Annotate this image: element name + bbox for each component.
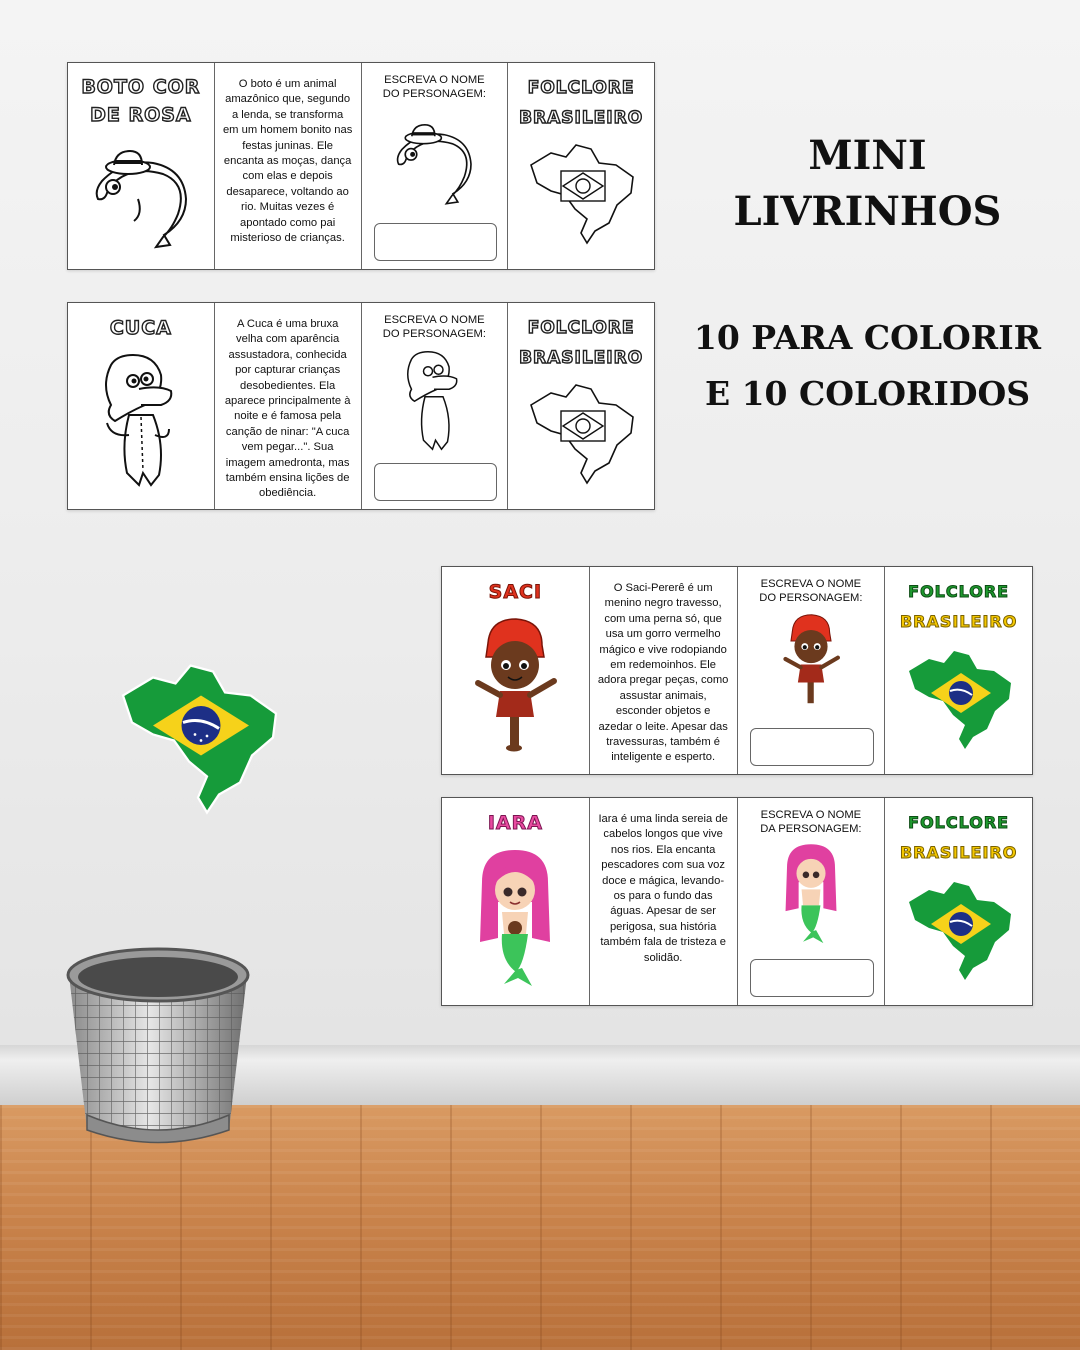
- booklet-panel-cover: [508, 303, 654, 509]
- cover-title-line: FOLCLORE: [908, 582, 1010, 601]
- booklet-boto: [67, 62, 655, 270]
- brazil-map-icon: [108, 643, 288, 823]
- headline-subtitle: [690, 310, 1045, 422]
- brazil-flag-map-icon: [899, 641, 1019, 751]
- cover-title-line: FOLCLORE: [527, 78, 635, 98]
- cover-title: [885, 808, 1032, 868]
- booklet-cuca: [67, 302, 655, 510]
- booklet-panel-character: [442, 567, 590, 774]
- booklet-panel-description: [215, 303, 362, 509]
- iara-mermaid-icon: [771, 838, 851, 948]
- cover-title-line: BRASILEIRO: [899, 843, 1018, 862]
- iara-mermaid-icon: [460, 842, 570, 992]
- booklet-panel-name-prompt: [362, 303, 509, 509]
- name-writing-box[interactable]: [374, 223, 498, 261]
- booklet-panel-name-prompt: [738, 798, 886, 1005]
- saci-icon: [773, 609, 849, 709]
- booklet-panel-description: [590, 567, 738, 774]
- name-writing-box[interactable]: [374, 463, 498, 501]
- booklet-panel-character: [442, 798, 590, 1005]
- cover-title: [508, 73, 654, 133]
- boto-dolphin-icon: [374, 101, 494, 211]
- brazil-map-outline-icon: [521, 375, 641, 485]
- saci-icon: [460, 613, 570, 753]
- trash-can-icon: [63, 945, 253, 1150]
- booklet-saci: [441, 566, 1033, 775]
- character-title-line: IARA: [487, 812, 543, 834]
- headline-line: MINI: [808, 132, 927, 179]
- cover-title: [508, 313, 654, 373]
- character-title: [68, 313, 214, 343]
- booklet-panel-cover: [885, 798, 1032, 1005]
- headline-line: 10 PARA COLORIR: [693, 318, 1042, 357]
- booklet-panel-name-prompt: [738, 567, 886, 774]
- cover-title: [885, 577, 1032, 637]
- name-prompt: ESCREVA O NOME DO PERSONAGEM:: [382, 74, 486, 100]
- character-title-line: DE ROSA: [90, 104, 192, 126]
- character-title-line: CUCA: [109, 317, 172, 339]
- booklet-panel-name-prompt: [362, 63, 509, 269]
- booklet-panel-cover: [885, 567, 1032, 774]
- cover-title-line: BRASILEIRO: [519, 348, 644, 368]
- name-writing-box[interactable]: [750, 728, 875, 766]
- booklet-panel-description: [590, 798, 738, 1005]
- name-writing-box[interactable]: [750, 959, 875, 997]
- cover-title-line: BRASILEIRO: [899, 612, 1018, 631]
- headline-line: E 10 COLORIDOS: [704, 374, 1031, 413]
- character-description: Iara é uma linda sereia de cabelos longos que vive nos rios. Ela encanta pescadores com sua voz doce e mágica, levando-os para o fundo das águas. Apesar de ser perigosa, sua história também fala de tristeza e solidão.: [598, 813, 728, 964]
- brazil-flag-map-icon: [899, 872, 1019, 982]
- cover-title-line: BRASILEIRO: [519, 108, 644, 128]
- character-title-line: SACI: [488, 581, 543, 603]
- character-description: O boto é um animal amazônico que, segundo a lenda, se transforma em um homem bonito nas festas juninas. Ele encanta as moças, dança com elas e depois desaparece, voltando ao rio. Muitas vezes é apontado como pai misterioso de crianças.: [222, 78, 353, 245]
- cuca-crocodile-icon: [81, 345, 201, 495]
- character-description: O Saci-Pererê é um menino negro travesso, com uma perna só, que usa um gorro vermelho mágico e vive rodopiando em redemoinhos. Ele adora pregar peças, como assustar animais, esconder objetos e azedar o leite. Apesar das travessuras, também é inteligente e esperto.: [597, 582, 729, 764]
- character-description: A Cuca é uma bruxa velha com aparência assustadora, conhecida por capturar crianças desobedientes. Ela aparece principalmente à noite e é famosa pela canção de ninar: "A cuca vem pegar...". Sua imagem amedronta, mas também ensina lições de obediência.: [224, 318, 351, 500]
- booklet-panel-description: [215, 63, 362, 269]
- boto-dolphin-icon: [68, 129, 214, 249]
- character-title-line: BOTO COR: [81, 76, 201, 98]
- brazil-map-outline-icon: [521, 135, 641, 245]
- booklet-panel-character: [68, 63, 215, 269]
- booklet-panel-character: [68, 303, 215, 509]
- booklet-panel-cover: [508, 63, 654, 269]
- character-title: [442, 577, 589, 607]
- character-title: [442, 808, 589, 838]
- cuca-crocodile-icon: [389, 343, 479, 458]
- name-prompt: ESCREVA O NOME DO PERSONAGEM:: [382, 314, 486, 340]
- headline-title: [700, 128, 1035, 240]
- cover-title-line: FOLCLORE: [527, 318, 635, 338]
- headline-line: LIVRINHOS: [733, 188, 1002, 235]
- character-title: [68, 73, 214, 129]
- name-prompt: ESCREVA O NOME DO PERSONAGEM:: [759, 578, 863, 604]
- booklet-iara: [441, 797, 1033, 1006]
- cover-title-line: FOLCLORE: [908, 813, 1010, 832]
- name-prompt: ESCREVA O NOME DA PERSONAGEM:: [760, 809, 862, 835]
